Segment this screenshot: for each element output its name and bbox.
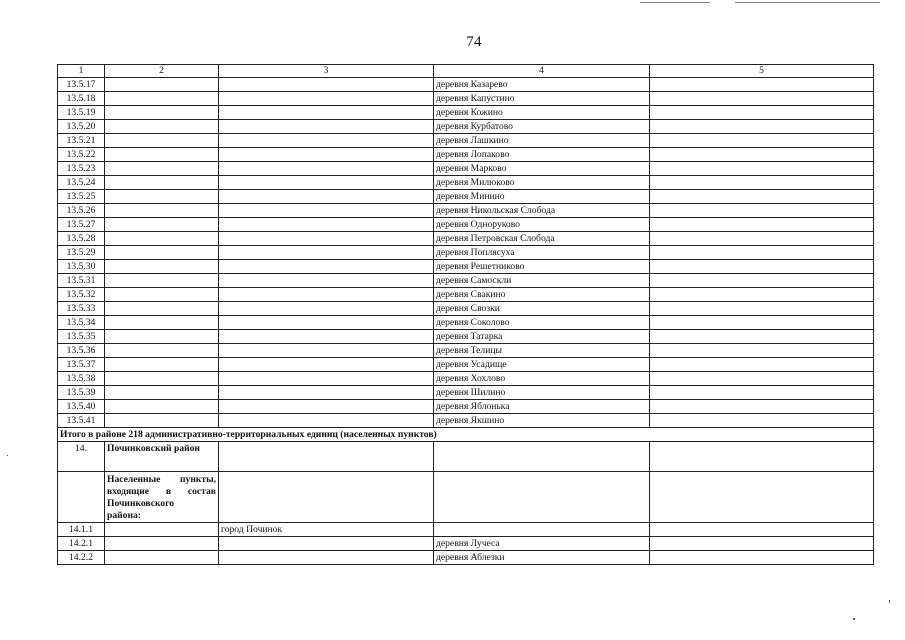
settlement-name-cell: деревня Усадище	[434, 358, 650, 372]
row-number-cell: 13.5.31	[58, 274, 105, 288]
settlement-name-cell: деревня Марково	[434, 162, 650, 176]
table-cell	[105, 134, 219, 148]
table-cell	[650, 344, 874, 358]
table-cell	[219, 120, 434, 134]
table-cell	[219, 302, 434, 316]
settlement-name-cell: деревня Одноруково	[434, 218, 650, 232]
table-row	[58, 120, 874, 134]
region-note-cell	[105, 472, 219, 523]
settlement-name-cell: деревня Курбатово	[434, 120, 650, 134]
table-cell	[650, 442, 874, 472]
row-number-cell: 13.5.39	[58, 386, 105, 400]
table-row	[58, 372, 874, 386]
table-cell	[650, 274, 874, 288]
table-row	[58, 232, 874, 246]
table-cell	[650, 551, 874, 565]
row-number-cell: 13.5.18	[58, 92, 105, 106]
table-row	[58, 78, 874, 92]
settlement-name-cell: деревня Соколово	[434, 316, 650, 330]
table-row	[58, 344, 874, 358]
table-cell	[105, 344, 219, 358]
table-row	[58, 204, 874, 218]
table-row	[58, 106, 874, 120]
table-cell	[105, 372, 219, 386]
table-row	[58, 316, 874, 330]
table-cell	[105, 260, 219, 274]
table-cell	[650, 120, 874, 134]
table-cell	[219, 246, 434, 260]
district-total-text: Итого в районе 218 административно-территориальных единиц (населенных пунктов)	[58, 428, 874, 442]
table-header-row	[58, 65, 874, 78]
table-cell	[650, 400, 874, 414]
table-cell	[219, 551, 434, 565]
table-cell	[219, 260, 434, 274]
row-number-cell: 13.5.27	[58, 218, 105, 232]
row-number-cell: 13.5.22	[58, 148, 105, 162]
table-row	[58, 148, 874, 162]
table-cell	[105, 302, 219, 316]
table-cell	[434, 442, 650, 472]
table-row	[58, 134, 874, 148]
table-row	[58, 218, 874, 232]
table-cell	[105, 162, 219, 176]
table-cell	[650, 190, 874, 204]
table-cell	[105, 246, 219, 260]
table-cell	[219, 106, 434, 120]
table-row	[58, 176, 874, 190]
settlement-name-cell: деревня Казарево	[434, 78, 650, 92]
settlement-name-cell: деревня Якшино	[434, 414, 650, 428]
row-number-cell: 14.2.1	[58, 537, 105, 551]
region-name-cell: Починковский район	[105, 442, 219, 472]
table-cell	[105, 414, 219, 428]
table-cell	[219, 134, 434, 148]
table-cell	[650, 302, 874, 316]
row-number-cell: 13.5.29	[58, 246, 105, 260]
table-cell	[219, 372, 434, 386]
table-cell	[105, 288, 219, 302]
column-header: 1	[58, 65, 105, 78]
column-header: 5	[650, 65, 874, 78]
table-cell	[219, 316, 434, 330]
table-cell	[650, 316, 874, 330]
table-cell	[650, 232, 874, 246]
row-number-cell: 13.5.26	[58, 204, 105, 218]
table-cell	[105, 190, 219, 204]
table-cell	[105, 176, 219, 190]
table-cell	[219, 162, 434, 176]
table-cell	[105, 316, 219, 330]
settlement-name-cell: деревня Кожино	[434, 106, 650, 120]
row-number-cell: 13.5.38	[58, 372, 105, 386]
table-cell	[650, 246, 874, 260]
settlement-name-cell: деревня Капустино	[434, 92, 650, 106]
table-cell	[650, 148, 874, 162]
settlement-name-cell: деревня Минино	[434, 190, 650, 204]
settlement-name-cell: деревня Свакино	[434, 288, 650, 302]
settlement-name-cell	[434, 523, 650, 537]
region-note-line: района:	[107, 510, 141, 521]
settlement-name-cell: деревня Татарка	[434, 330, 650, 344]
row-number-cell: 13.5.40	[58, 400, 105, 414]
table-cell	[650, 176, 874, 190]
table-cell	[105, 232, 219, 246]
table-cell	[105, 523, 219, 537]
table-cell	[650, 218, 874, 232]
table-cell	[650, 358, 874, 372]
table-cell	[219, 344, 434, 358]
settlements-table	[57, 64, 874, 565]
table-cell	[219, 330, 434, 344]
row-number-cell: 13.5.24	[58, 176, 105, 190]
settlement-name-cell: деревня Милюково	[434, 176, 650, 190]
table-cell	[650, 260, 874, 274]
table-cell	[58, 472, 105, 523]
table-cell	[650, 414, 874, 428]
settlement-name-cell: деревня Решетниково	[434, 260, 650, 274]
table-row	[58, 274, 874, 288]
row-number-cell: 13.5.34	[58, 316, 105, 330]
table-cell	[650, 78, 874, 92]
table-cell	[219, 190, 434, 204]
table-row	[58, 302, 874, 316]
settlement-name-cell: деревня Свозки	[434, 302, 650, 316]
table-cell	[105, 78, 219, 92]
table-row	[58, 358, 874, 372]
scan-speck	[7, 455, 8, 456]
settlement-name-cell: деревня Поплясуха	[434, 246, 650, 260]
region-heading-row	[58, 442, 874, 472]
settlement-name-cell: деревня Лучеса	[434, 537, 650, 551]
table-cell	[105, 551, 219, 565]
table-cell	[105, 400, 219, 414]
table-cell	[219, 414, 434, 428]
table-row	[58, 288, 874, 302]
table-cell	[219, 78, 434, 92]
table-cell	[650, 106, 874, 120]
table-cell	[650, 134, 874, 148]
table-cell	[650, 92, 874, 106]
row-number-cell: 13.5.30	[58, 260, 105, 274]
table-row	[58, 400, 874, 414]
table-row	[58, 537, 874, 551]
table-cell	[219, 537, 434, 551]
table-cell	[650, 330, 874, 344]
scan-speck	[853, 618, 855, 620]
table-cell	[219, 204, 434, 218]
table-cell	[105, 106, 219, 120]
table-cell	[219, 442, 434, 472]
column-header: 4	[434, 65, 650, 78]
table-cell: город Починок	[219, 523, 434, 537]
table-cell	[105, 204, 219, 218]
region-number-cell: 14.	[58, 442, 105, 472]
table-row	[58, 551, 874, 565]
table-cell	[650, 523, 874, 537]
table-row	[58, 414, 874, 428]
table-row	[58, 386, 874, 400]
table-cell	[219, 176, 434, 190]
row-number-cell: 14.2.2	[58, 551, 105, 565]
column-header: 2	[105, 65, 219, 78]
table-cell	[105, 120, 219, 134]
row-number-cell: 13.5.37	[58, 358, 105, 372]
table-cell	[105, 218, 219, 232]
table-cell	[219, 400, 434, 414]
scan-speck	[889, 600, 890, 603]
settlement-name-cell: деревня Яблонька	[434, 400, 650, 414]
table-row	[58, 523, 874, 537]
page-number: 74	[466, 34, 482, 50]
settlement-name-cell: деревня Петровская Слобода	[434, 232, 650, 246]
region-note-line: Населенные пункты,	[107, 474, 216, 485]
column-header: 3	[219, 65, 434, 78]
table-cell	[650, 288, 874, 302]
settlement-name-cell: деревня Шилино	[434, 386, 650, 400]
table-cell	[219, 148, 434, 162]
settlement-name-cell: деревня Телицы	[434, 344, 650, 358]
table-row	[58, 162, 874, 176]
table-cell	[105, 148, 219, 162]
table-cell	[650, 537, 874, 551]
settlement-name-cell: деревня Лопаково	[434, 148, 650, 162]
settlement-name-cell: деревня Хохлово	[434, 372, 650, 386]
table-cell	[650, 204, 874, 218]
row-number-cell: 13.5.17	[58, 78, 105, 92]
row-number-cell: 13.5.23	[58, 162, 105, 176]
table-cell	[105, 330, 219, 344]
table-cell	[650, 386, 874, 400]
row-number-cell: 13.5.21	[58, 134, 105, 148]
table-cell	[650, 162, 874, 176]
row-number-cell: 13.5.19	[58, 106, 105, 120]
district-total-row	[58, 428, 874, 442]
table-row	[58, 246, 874, 260]
table-cell	[650, 372, 874, 386]
row-number-cell: 13.5.32	[58, 288, 105, 302]
region-note-line: входящие в состав	[107, 486, 216, 497]
table-cell	[219, 274, 434, 288]
scan-edge-line	[640, 2, 710, 3]
row-number-cell: 13.5.33	[58, 302, 105, 316]
table-cell	[650, 472, 874, 523]
row-number-cell: 13.5.25	[58, 190, 105, 204]
scan-edge-line	[735, 2, 880, 3]
region-note-row	[58, 472, 874, 523]
settlement-name-cell: деревня Лашкино	[434, 134, 650, 148]
table-cell	[219, 288, 434, 302]
settlement-name-cell: деревня Никольская Слобода	[434, 204, 650, 218]
table-cell	[105, 358, 219, 372]
row-number-cell: 13.5.36	[58, 344, 105, 358]
row-number-cell: 13.5.41	[58, 414, 105, 428]
table-cell	[219, 358, 434, 372]
table-cell	[219, 472, 434, 523]
settlement-name-cell: деревня Аблезки	[434, 551, 650, 565]
row-number-cell: 13.5.35	[58, 330, 105, 344]
table-cell	[105, 386, 219, 400]
table-row	[58, 92, 874, 106]
table-cell	[105, 274, 219, 288]
table-cell	[105, 92, 219, 106]
table-cell	[219, 386, 434, 400]
settlement-name-cell: деревня Самоскли	[434, 274, 650, 288]
table-row	[58, 330, 874, 344]
table-row	[58, 260, 874, 274]
table-cell	[219, 92, 434, 106]
row-number-cell: 14.1.1	[58, 523, 105, 537]
table-cell	[105, 537, 219, 551]
table-row	[58, 190, 874, 204]
table-cell	[434, 472, 650, 523]
table-cell	[219, 232, 434, 246]
row-number-cell: 13.5.28	[58, 232, 105, 246]
table-cell	[219, 218, 434, 232]
row-number-cell: 13.5.20	[58, 120, 105, 134]
region-note-line: Починковского	[107, 498, 175, 509]
